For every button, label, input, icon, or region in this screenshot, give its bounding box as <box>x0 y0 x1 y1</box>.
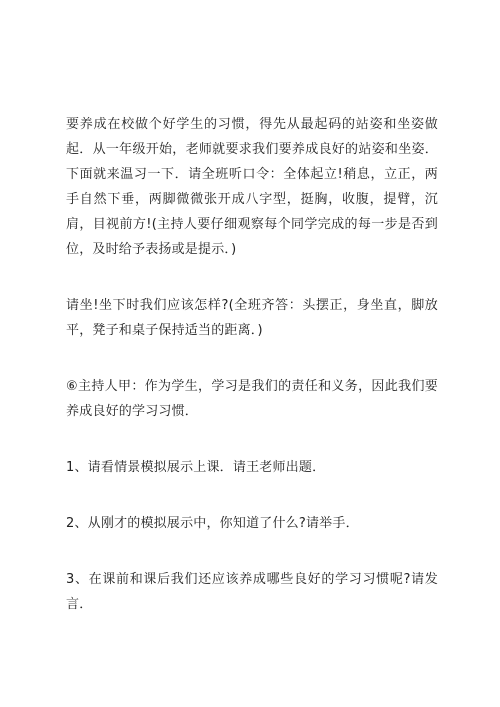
paragraph-item-1: 1、请看情景模拟展示上课．请王老师出题． <box>66 460 326 475</box>
paragraph-sitting-question: 请坐!坐下时我们应该怎样?(全班齐答：头摆正，身坐直，脚放平，凳子和桌子保持适当的距离．) <box>66 298 438 338</box>
paragraph-item-3: 3、在课前和课后我们还应该养成哪些良好的学习习惯呢?请发言． <box>66 572 438 612</box>
paragraph-host-study-habits: ⑥主持人甲：作为学生，学习是我们的责任和义务，因此我们要养成良好的学习习惯． <box>66 379 438 419</box>
paragraph-posture-intro: 要养成在校做个好学生的习惯，得先从最起码的站姿和坐姿做起．从一年级开始，老师就要求我们要养成良好的站姿和坐姿．下面就来温习一下．请全班听口令：全体起立!稍息，立正，两手自然下垂，两脚微微张开成八字型，挺胸，收腹，提臂，沉肩，目视前方!(主持人要仔细观察每个同学完成的每一步是否到位，及时给予表扬或是提示．) <box>66 117 438 257</box>
paragraph-item-2: 2、从刚才的模拟展示中，你知道了什么?请举手． <box>66 516 359 531</box>
document-body <box>66 112 438 617</box>
